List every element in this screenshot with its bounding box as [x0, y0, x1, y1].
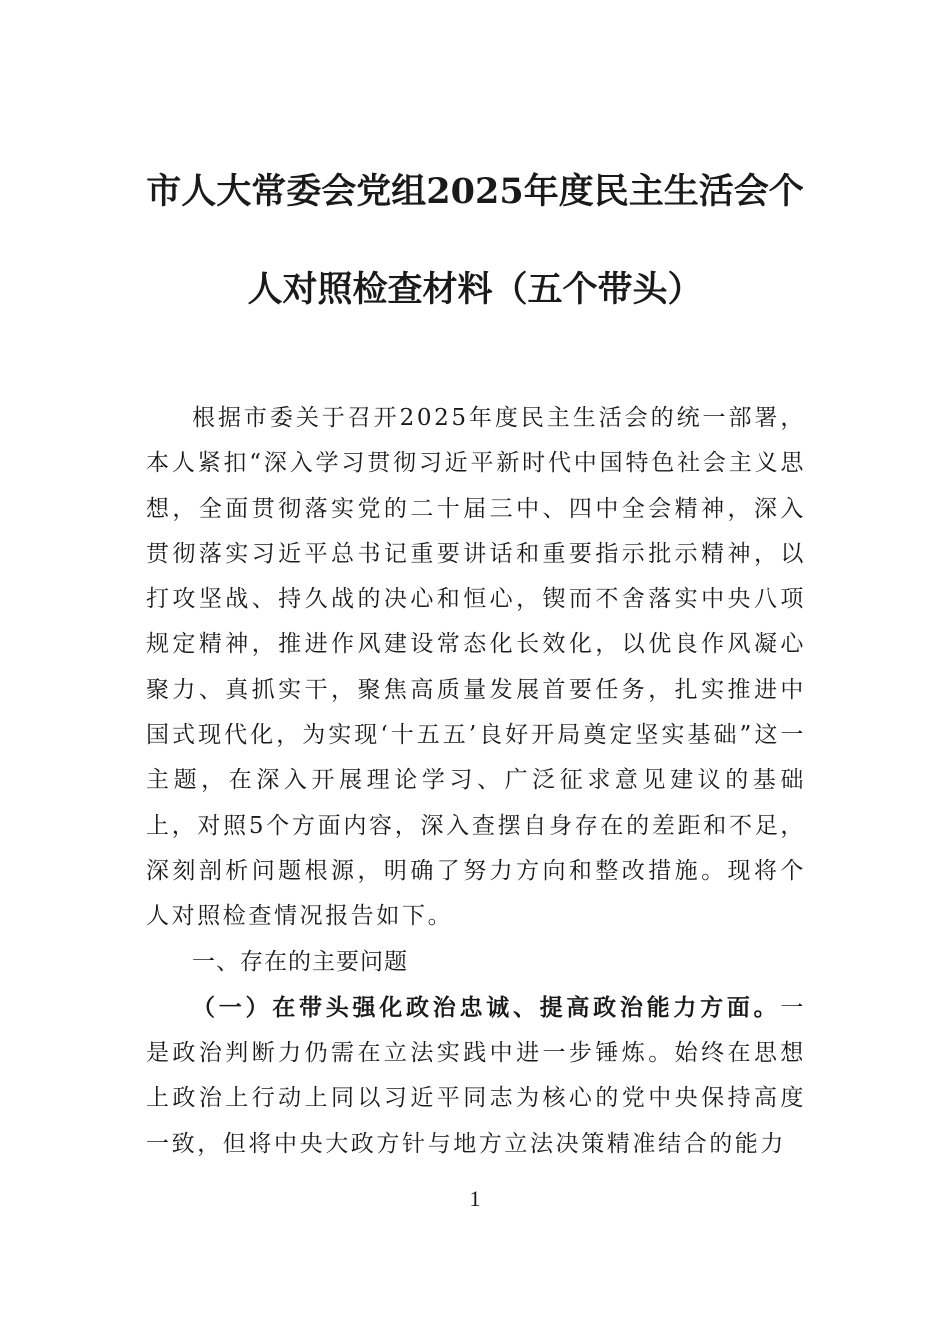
page-number: 1: [469, 1186, 481, 1211]
document-body: [146, 396, 806, 1167]
subsection-heading: （一）在带头强化政治忠诚、提高政治能力方面。: [192, 993, 781, 1021]
document-title-line-1: 市人大常委会党组2025年度民主生活会个: [146, 171, 804, 212]
subsection-text: 一是政治判断力仍需在立法实践中进一步锤炼。始终在思想上政治上行动上同以习近平同志为核心的党中央保持高度一致，但将中央大政方针与地方立法决策精准结合的能力: [146, 994, 806, 1157]
intro-paragraph: 根据市委关于召开2025年度民主生活会的统一部署，本人紧扣“深入学习贯彻习近平新时代中国特色社会主义思想，全面贯彻落实党的二十届三中、四中全会精神，深入贯彻落实习近平总书记重要讲话和重要指示批示精神，以打攻坚战、持久战的决心和恒心，锲而不舍落实中央八项规定精神，推进作风建设常态化长效化，以优良作风凝心聚力、真抓实干，聚焦高质量发展首要任务，扎实推进中国式现代化，为实现‘十五五’良好开局奠定坚实基础”这一主题，在深入开展理论学习、广泛征求意见建议的基础上，对照5个方面内容，深入查摆自身存在的差距和不足，深刻剖析问题根源，明确了努力方向和整改措施。现将个人对照检查情况报告如下。: [146, 405, 806, 930]
document-title-line-2: 人对照检查材料（五个带头）: [247, 269, 703, 310]
section-heading: 一、存在的主要问题: [192, 948, 408, 975]
subsection-paragraph: [146, 985, 806, 1167]
